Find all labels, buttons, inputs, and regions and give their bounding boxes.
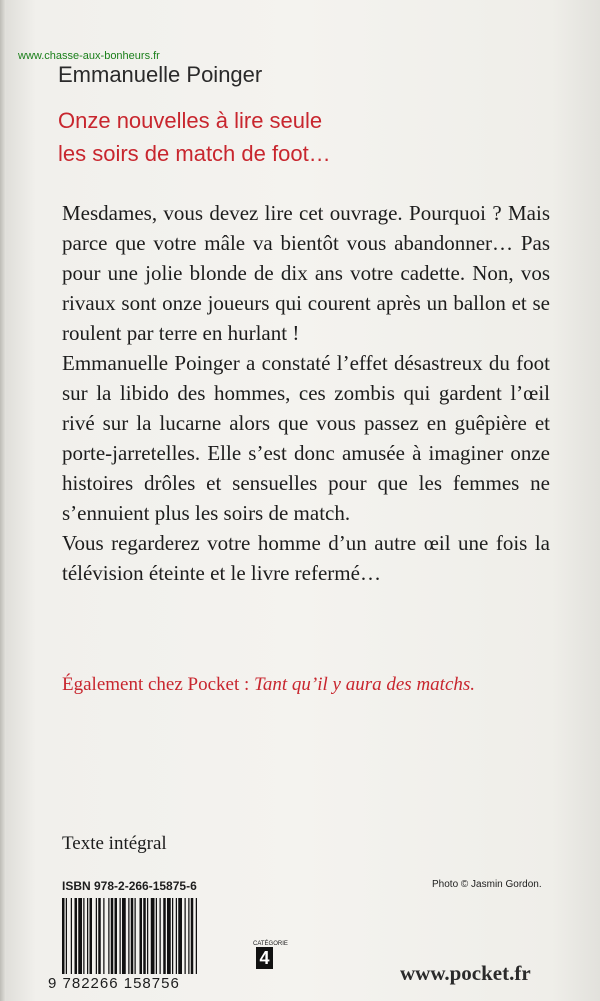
- blurb-paragraph: Mesdames, vous devez lire cet ouvrage. Pourquoi ? Mais parce que votre mâle va bientôt vous abandonner… Pas pour une jolie blonde de dix ans votre cadette. Non, vos rivaux sont onze joueurs qui courent après un ballon et se roulent par terre en hurlant !: [62, 201, 550, 345]
- barcode-bar: [131, 898, 134, 974]
- barcode-bar: [151, 898, 155, 974]
- category-badge: [253, 941, 288, 969]
- barcode-bar: [66, 898, 67, 974]
- isbn-number: ISBN 978-2-266-15875-6: [62, 879, 197, 893]
- also-prefix: Également chez Pocket :: [62, 674, 250, 695]
- barcode-bar: [71, 898, 72, 974]
- barcode-bar: [135, 898, 136, 974]
- barcode-bar: [128, 898, 129, 974]
- barcode-bar: [87, 898, 88, 974]
- barcode-digits: 9 782266 158756: [48, 975, 180, 992]
- blurb-text: [62, 198, 550, 588]
- barcode-bar: [103, 898, 104, 974]
- barcode-bar: [122, 898, 126, 974]
- blurb-paragraph: Vous regarderez votre homme d’un autre œil une fois la télévision éteinte et le livre refermé…: [62, 531, 550, 585]
- author-name: Emmanuelle Poinger: [58, 62, 263, 87]
- book-title: [58, 104, 558, 170]
- barcode-bar: [83, 898, 84, 974]
- barcode-bar: [163, 898, 166, 974]
- barcode-bar: [62, 898, 65, 974]
- barcode-bar: [140, 898, 143, 974]
- barcode-bar: [172, 898, 173, 974]
- barcode-bar: [156, 898, 157, 974]
- title-line: les soirs de match de foot…: [58, 141, 331, 166]
- category-label: CATÉGORIE: [253, 941, 288, 947]
- category-value: 4: [256, 947, 273, 969]
- barcode-bar: [98, 898, 101, 974]
- barcode-bar: [108, 898, 109, 974]
- title-line: Onze nouvelles à lire seule: [58, 108, 323, 133]
- barcode-icon: [62, 898, 238, 974]
- barcode-bar: [90, 898, 93, 974]
- barcode-bar: [75, 898, 78, 974]
- also-title: Tant qu’il y aura des matchs.: [254, 674, 476, 695]
- barcode-bar: [167, 898, 171, 974]
- barcode-bar: [176, 898, 177, 974]
- spine-edge: [0, 0, 6, 1001]
- barcode-bar: [178, 898, 182, 974]
- barcode-bar: [160, 898, 161, 974]
- integral-text-label: Texte intégral: [62, 833, 167, 854]
- barcode-bar: [143, 898, 146, 974]
- barcode-bar: [185, 898, 186, 974]
- barcode-bar: [96, 898, 97, 974]
- blurb-paragraph: Emmanuelle Poinger a constaté l’effet désastreux du foot sur la libido des hommes, ces zombis qui gardent l’œil rivé sur la lucarne alors que vous passez en guêpière et porte-jarretelles. Elle s’est donc amusée à imaginer onze histoires drôles et sensuelles pour que les femmes ne s’ennuient plus les soirs de match.: [62, 351, 550, 525]
- watermark-url: www.chasse-aux-bonheurs.fr: [18, 50, 160, 62]
- barcode-bar: [147, 898, 148, 974]
- publisher-url: www.pocket.fr: [400, 961, 531, 985]
- photo-credit: Photo © Jasmin Gordon.: [432, 879, 542, 890]
- barcode-bar: [196, 898, 197, 974]
- barcode-bar: [115, 898, 118, 974]
- barcode-bar: [78, 898, 82, 974]
- barcode-bar: [111, 898, 114, 974]
- barcode-bar: [191, 898, 194, 974]
- barcode-bar: [188, 898, 189, 974]
- also-by-author: [62, 674, 562, 696]
- barcode-bar: [120, 898, 121, 974]
